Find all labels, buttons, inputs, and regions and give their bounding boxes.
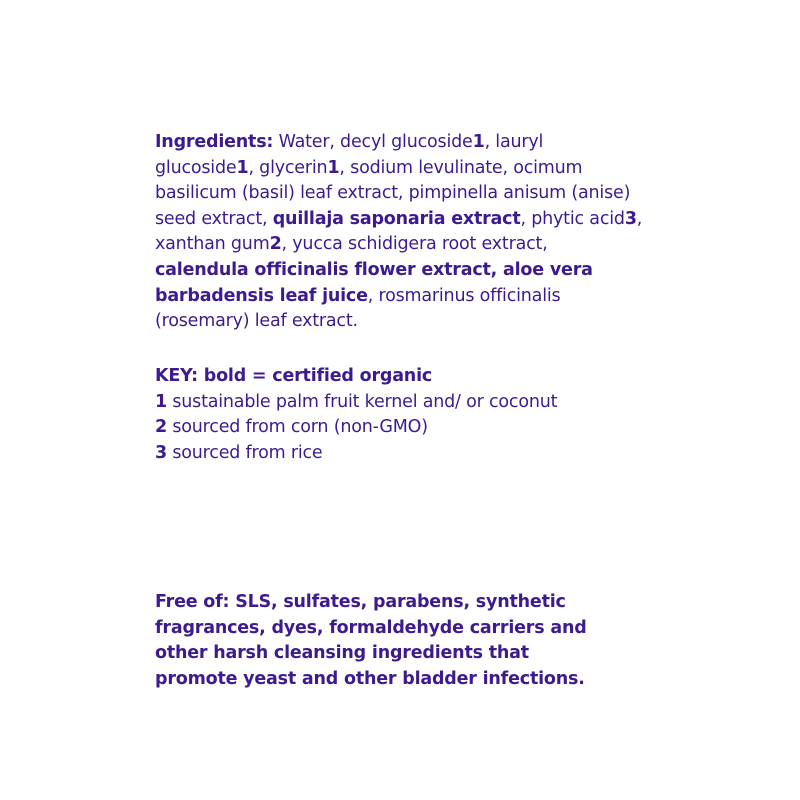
ingredient-text: , rosmarinus officinalis — [367, 285, 561, 306]
ingredients-line — [155, 130, 675, 156]
ingredient-text-bold: quillaja saponaria extract — [272, 208, 521, 229]
key-title: KEY: bold = certified organic — [155, 366, 433, 386]
ingredient-text: glucoside — [155, 157, 237, 178]
ingredients-label: Ingredients: — [155, 132, 274, 152]
key-legend — [155, 364, 675, 466]
ingredient-text: (rosemary) leaf extract. — [155, 311, 358, 332]
ingredient-text: , — [636, 208, 643, 229]
ingredients-paragraph — [155, 130, 675, 335]
key-item-text: sourced from corn (non-GMO) — [166, 417, 428, 438]
ingredient-text: , sodium levulinate, ocimum — [339, 157, 583, 178]
free-of-line: Free of: SLS, sulfates, parabens, synthetic — [155, 592, 566, 612]
ingredient-text-bold: 3 — [624, 208, 637, 229]
ingredient-text: , glycerin — [248, 157, 328, 178]
ingredient-text: , phytic acid — [520, 208, 625, 229]
ingredient-text: seed extract, — [155, 208, 273, 229]
key-item-number: 3 — [155, 442, 167, 463]
ingredients-line — [155, 284, 675, 310]
key-item-number: 2 — [155, 417, 167, 438]
key-item-3 — [155, 441, 675, 467]
ingredients-line — [155, 309, 675, 335]
ingredient-text: xanthan gum — [155, 234, 270, 255]
ingredient-text-bold: 1 — [472, 132, 485, 152]
ingredient-text: basilicum (basil) leaf extract, pimpinella anisum (anise) — [155, 183, 631, 204]
ingredient-text-bold: 2 — [269, 234, 282, 255]
ingredient-text-bold: calendula officinalis flower extract, aloe vera — [155, 259, 593, 280]
free-of-line: promote yeast and other bladder infections. — [155, 668, 585, 689]
ingredients-line — [155, 181, 675, 207]
ingredient-text-bold: barbadensis leaf juice — [155, 285, 368, 306]
ingredients-line — [155, 258, 675, 284]
key-item-1 — [155, 390, 675, 416]
ingredient-text: , yucca schidigera root extract, — [281, 234, 548, 255]
ingredient-text: Water, decyl glucoside — [273, 132, 473, 152]
ingredient-text-bold: 1 — [327, 157, 340, 178]
free-of-statement — [155, 590, 635, 692]
ingredients-line — [155, 207, 675, 233]
ingredient-text: , lauryl — [484, 132, 544, 152]
ingredients-line — [155, 156, 675, 182]
key-item-text: sourced from rice — [166, 442, 323, 463]
key-item-2 — [155, 415, 675, 441]
ingredient-text-bold: 1 — [236, 157, 249, 178]
key-item-text: sustainable palm fruit kernel and/ or coconut — [166, 391, 558, 412]
free-of-line: fragrances, dyes, formaldehyde carriers and — [155, 617, 587, 638]
ingredients-line — [155, 232, 675, 258]
key-item-number: 1 — [155, 391, 167, 412]
free-of-line: other harsh cleansing ingredients that — [155, 643, 529, 664]
